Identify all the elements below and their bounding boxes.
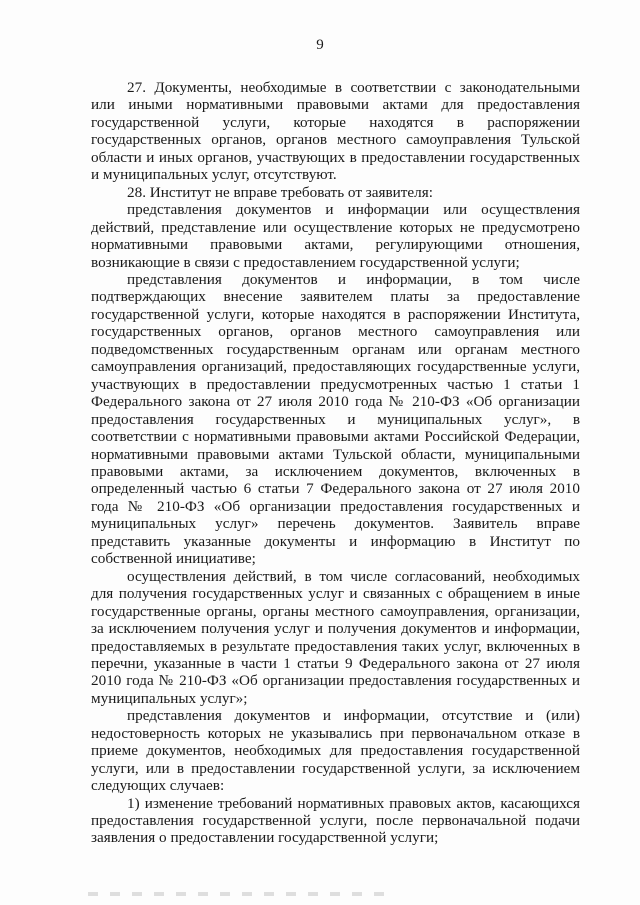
paragraph-28-item-missing-info: представления документов и информации, отсутствие и (или) недостоверность которых не указывались при первоначальном отказе в приеме документов, необходимых для предоставления государственной услуги, или в предоставлении государственной услуги, за исключением следующих случаев: [91, 707, 580, 795]
paragraph-exception-1: 1) изменение требований нормативных правовых актов, касающихся предоставления государственной услуги, после первоначальной подачи заявления о предоставлении государственной услуги; [91, 794, 580, 847]
paragraph-28-intro: 28. Институт не вправе требовать от заявителя: [127, 183, 433, 201]
paragraph-28-item-documents: представления документов и информации, в том числе подтверждающих внесение заявителем платы за предоставление государственной услуги, которые находятся в распоряжении Института, государственных органов, органов местного самоуправления или подведомственных государственным органам или органам местного самоуправления организаций, предоставляющих государственные услуги, участвующих в предоставлении предусмотренных частью 1 статьи 1 Федерального закона от 27 июля 2010 года № 210-ФЗ «Об организации предоставления государственных и муниципальных услуг», в соответствии с нормативными правовыми актами Российской Федерации, нормативными правовыми актами Тульской области, муниципальными правовыми актами, за исключением документов, включенных в определенный частью 6 статьи 7 Федерального закона от 27 июля 2010 года № 210-ФЗ «Об организации предоставления государственных и муниципальных услуг» перечень документов. Заявитель вправе представить указанные документы и информацию в Институт по собственной инициативе; [91, 270, 580, 568]
paragraph-27: 27. Документы, необходимые в соответствии с законодательными или иными нормативными правовыми актами для предоставления государственной услуги, которые находятся в распоряжении государственных органов, органов местного самоуправления Тульской области и иных органов, участвующих в предоставлении государственных и муниципальных услуг, отсутствуют. [91, 79, 580, 184]
scan-artifact [88, 892, 388, 896]
paragraph-28-item-approvals: осуществления действий, в том числе согласований, необходимых для получения государственных услуг и связанных с обращением в иные государственные органы, органы местного самоуправления, организации, за исключением получения услуг и получения документов и информации, предоставляемых в результате предоставления таких услуг, включенных в перечни, указанные в части 1 статьи 9 Федерального закона от 27 июля 2010 года № 210-ФЗ «Об организации предоставления государственных и муниципальных услуг»; [91, 567, 580, 707]
document-body [91, 79, 580, 847]
paragraph-28-item-actions: представления документов и информации или осуществления действий, представление или осуществление которых не предусмотрено нормативными правовыми актами, регулирующими отношения, возникающие в связи с предоставлением государственной услуги; [91, 201, 580, 271]
page-number: 9 [316, 37, 324, 53]
